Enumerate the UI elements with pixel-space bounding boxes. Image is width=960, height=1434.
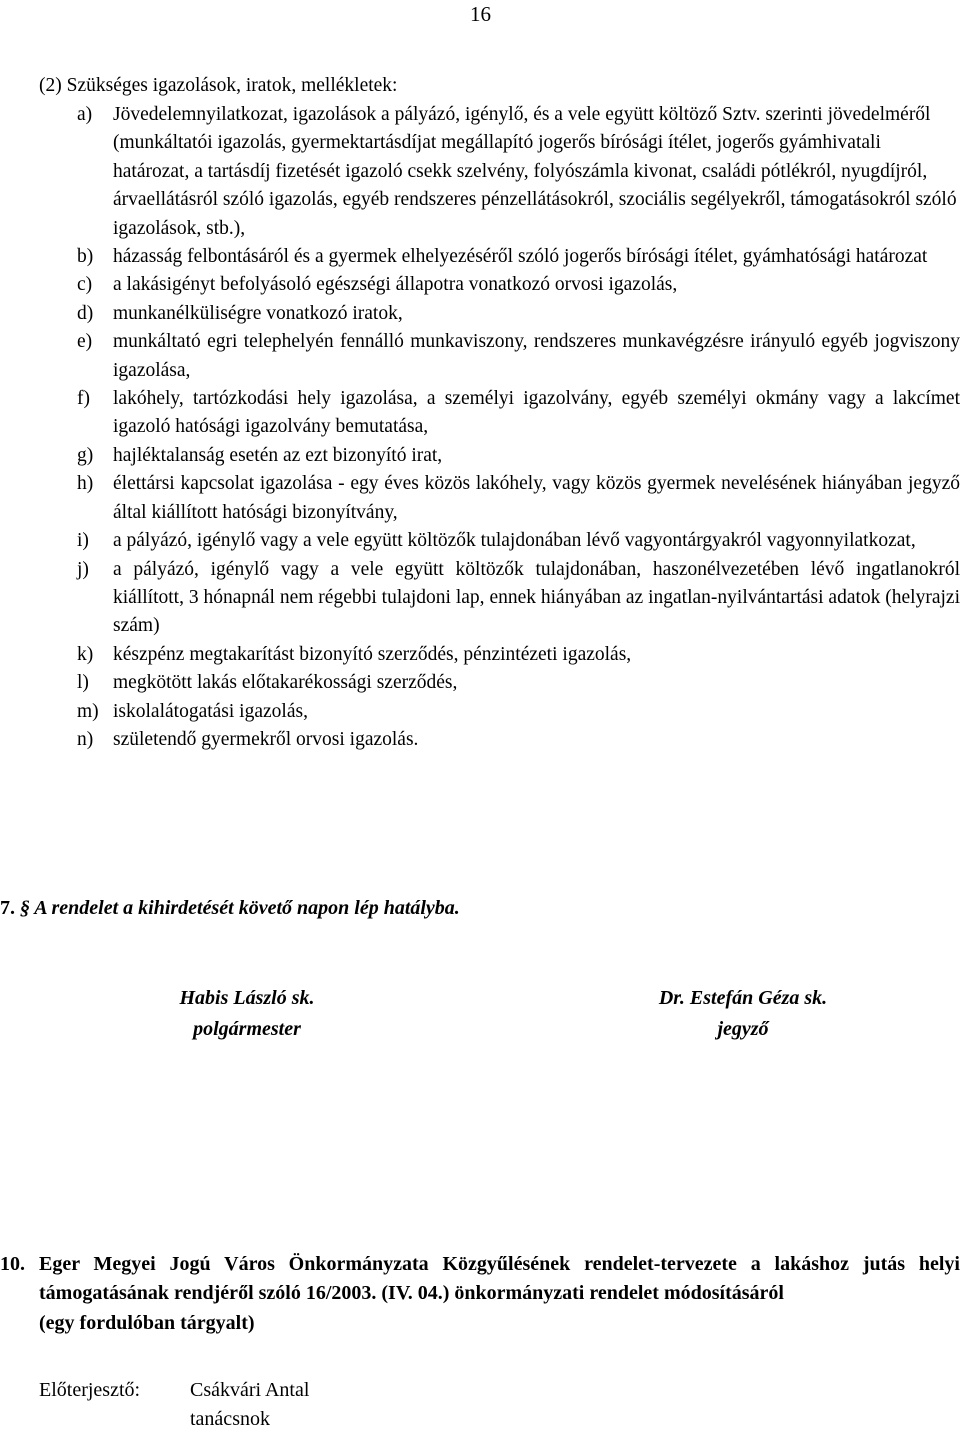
list-marker: l) [77, 672, 89, 694]
list-item [39, 556, 960, 641]
list-marker: f) [77, 388, 90, 410]
list-item-text: születendő gyermekről orvosi igazolás. [113, 728, 419, 750]
list-item-text: a pályázó, igénylő vagy a vele együtt költözők tulajdonában, haszonélvezetében lévő ingatlanokról kiállított, 3 hónapnál nem régebbi tulajdoni lap, ennek hiányában az ingatlan-nyilvántartási adatok (helyrajzi szám) [113, 558, 960, 637]
list-item-text: a pályázó, igénylő vagy a vele együtt költözők tulajdonában lévő vagyontárgyakról vagyonnyilatkozat, [113, 530, 916, 552]
list-item-text: iskolalátogatási igazolás, [113, 700, 308, 722]
list-marker: g) [77, 444, 94, 466]
list-item [39, 669, 960, 697]
section-heading: (2) Szükséges igazolások, iratok, mellékletek: [39, 75, 398, 96]
agenda-number: 10. [0, 1253, 25, 1275]
list-item [39, 527, 960, 555]
list-marker: b) [77, 246, 94, 268]
decree-number: 7. [0, 897, 15, 919]
signature-notary [618, 983, 868, 1045]
decree-paragraph [0, 893, 960, 923]
list-item [39, 442, 960, 470]
list-marker: n) [77, 728, 94, 750]
list-item-text: megkötött lakás előtakarékossági szerződés, [113, 672, 458, 694]
signature-name: Habis László sk. [179, 987, 315, 1009]
presenter-label: Előterjesztő: [39, 1379, 141, 1401]
list-item-text: a lakásigényt befolyásoló egészségi állapotra vonatkozó orvosi igazolás, [113, 274, 678, 296]
agenda-title: Eger Megyei Jogú Város Önkormányzata Közgyűlésének rendelet-tervezete a lakáshoz jutás helyi támogatásának rendjéről szóló 16/2003. (IV. 04.) önkormányzati rendelet módosításáról [39, 1253, 960, 1305]
section-symbol: § [20, 897, 30, 919]
presenter-block [39, 1376, 309, 1434]
requirements-list [39, 101, 960, 754]
signature-name: Dr. Estefán Géza sk. [658, 987, 828, 1009]
list-item [39, 101, 960, 243]
list-item [39, 300, 960, 328]
list-item [39, 698, 960, 726]
list-item-text: házasság felbontásáról és a gyermek elhelyezéséről szóló jogerős bírósági ítélet, gyámhatósági határozat [113, 246, 928, 268]
list-item-text: élettársi kapcsolat igazolása - egy éves közös lakóhely, vagy közös gyermek nevelésének hiányában jegyző által kiállított hatósági bizonyítvány, [113, 473, 960, 523]
list-item-text: Jövedelemnyilatkozat, igazolások a pályázó, igénylő, és a vele együtt költöző Sztv. szerinti jövedelméről (munkáltatói igazolás, gyermektartásdíjat megállapító jogerős bírósági ítélet, jogerős gyámhivatali határozat, a tartásdíj fizetését igazoló csekk szelvény, folyószámla kivonat, családi pótlékról, nyugdíjról, árvaellátásról szóló igazolás, egyéb rendszeres pénzellátásokról, szociális segélyekről, támogatásokról szóló igazolások, stb.), [113, 104, 957, 239]
list-item-text: hajléktalanság esetén az ezt bizonyító irat, [113, 444, 443, 466]
list-marker: h) [77, 473, 94, 495]
presenter-name: Csákvári Antal [190, 1379, 310, 1401]
decree-text: A rendelet a kihirdetését követő napon lép hatályba. [34, 897, 460, 919]
list-item [39, 328, 960, 385]
list-marker: d) [77, 302, 94, 324]
list-item-text: munkanélküliségre vonatkozó iratok, [113, 302, 403, 324]
agenda-item [0, 1250, 960, 1338]
list-item [39, 726, 960, 754]
list-marker: a) [77, 104, 93, 125]
list-marker: i) [77, 530, 89, 552]
list-item-text: munkáltató egri telephelyén fennálló munkaviszony, rendszeres munkavégzésre irányuló egyéb jogviszony igazolása, [113, 331, 960, 381]
list-item [39, 641, 960, 669]
page-number: 16 [470, 2, 491, 26]
list-item-text: lakóhely, tartózkodási hely igazolása, a személyi igazolvány, egyéb személyi okmány vagy a lakcímet igazoló hatósági igazolvány bemutatása, [113, 388, 960, 438]
signature-mayor [130, 983, 364, 1045]
list-marker: c) [77, 274, 93, 296]
list-marker: e) [77, 331, 93, 353]
list-marker: j) [77, 558, 89, 580]
list-item [39, 385, 960, 442]
list-item [39, 243, 960, 271]
signature-title: jegyző [717, 1018, 769, 1040]
list-item-text: készpénz megtakarítást bizonyító szerződés, pénzintézeti igazolás, [113, 643, 632, 665]
signature-title: polgármester [193, 1018, 301, 1040]
list-item [39, 271, 960, 299]
list-marker: m) [77, 700, 99, 722]
list-item [39, 470, 960, 527]
agenda-note: (egy fordulóban tárgyalt) [39, 1311, 255, 1334]
list-marker: k) [77, 643, 94, 665]
presenter-role: tanácsnok [190, 1408, 270, 1430]
